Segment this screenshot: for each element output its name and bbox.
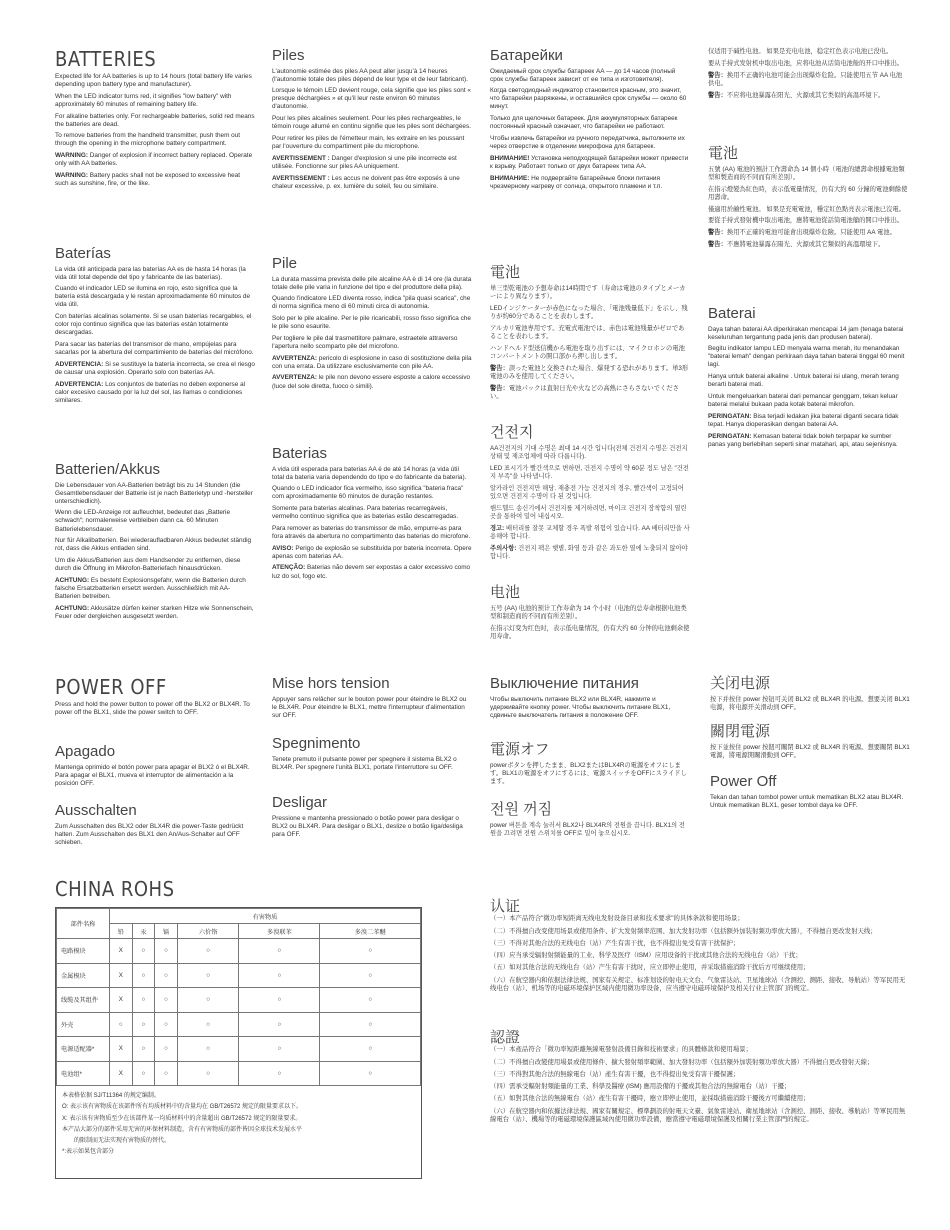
section-title: POWER OFF	[55, 675, 167, 699]
poweroff-ru	[490, 676, 690, 723]
warning: 警告：不应将电池暴露在阳光、火源或其它类似的高温环境下。	[708, 91, 885, 99]
poweroff-en	[55, 676, 255, 721]
substance-mark-cell: ○	[177, 988, 239, 1013]
battery-section-zh	[490, 585, 690, 645]
paragraph: 僅適用於鹼性電池。 如果是充電電池，穩定紅色點亮表示電池已沒電。	[708, 205, 905, 213]
paragraph: Press and hold the power button to power off the BLX2 or BLX4R. To power off the BLX1, slide the power switch to OFF.	[55, 701, 250, 717]
paragraph: Tekan dan tahan tombol power untuk mematikan BLX2 atau BLX4R. Untuk mematikan BLX1, geser tombol daya ke OFF.	[710, 793, 904, 809]
substance-header: 多溴二苯醚	[320, 924, 421, 939]
substance-mark-cell: ○	[320, 988, 421, 1013]
cert-item: （三）不得對其他合法的無線電台（站）產生有害干擾，也不得提出免受有害干擾保護；	[490, 1070, 740, 1078]
note-line: 本表格依据 SJ/T11364 的规定编制。	[62, 1093, 160, 1099]
cert-item: （五）如对其他合法的无线电台（站）产生有害干扰时，应立即停止使用，并采取措施消除干扰后方可继续使用；	[490, 964, 810, 972]
substance-mark-cell: X	[110, 939, 133, 964]
substance-header: 汞	[132, 924, 155, 939]
paragraph: power 버튼을 계속 눌러서 BLX2나 BLX4R의 전원을 끕니다. BLX1의 전원을 끄려면 전원 스위치를 OFF로 밀어 놓으십시오.	[490, 821, 685, 837]
section-title: 电池	[490, 584, 521, 601]
paragraph: Pressione e mantenha pressionado o botão power para desligar o BLX2 ou BLX4R. Para desligar o BLX1, deslize o botão liga/desliga para OFF.	[272, 814, 463, 838]
paragraph: Pour les piles alcalines seulement. Pour les piles rechargeables, le témoin rouge allumé en continu signifie que les piles sont déchargées.	[272, 115, 471, 131]
paragraph: 要從手持式發射機中取出電池，應將電池從話筒電池艙的開口中推出。	[708, 217, 904, 225]
substance-mark-cell: ○	[155, 1012, 178, 1037]
paragraph: Daya tahan baterai AA diperkirakan mencapai 14 jam (tenaga baterai keseluruhan tergantung pada jenis dan produsen baterai).	[708, 325, 904, 341]
substance-mark-cell: ○	[132, 988, 155, 1013]
paragraph: Когда светодиодный индикатор становится красным, это значит, что батарейки разряжены, и оставшийся срок службы — около 60 минут.	[490, 87, 687, 111]
substance-mark-cell: ○	[320, 1012, 421, 1037]
substance-mark-cell: ○	[177, 963, 239, 988]
substance-mark-cell: ○	[177, 1012, 239, 1037]
paragraph: Nur für Alkalibatterien. Bei wiederaufladbaren Akkus bedeutet ständig rot, dass die Akkus entladen sind.	[55, 537, 252, 553]
part-name-cell: 金属模块	[57, 963, 110, 988]
battery-section-zh-cont	[708, 48, 908, 103]
table-row	[57, 1012, 421, 1037]
warning: 警告：誤った電池と交換された場合、爆発する恐れがあります。単3形電池のみを使用してください。	[490, 364, 689, 380]
table-row	[57, 988, 421, 1013]
paragraph: Expected life for AA batteries is up to 14 hours (total battery life varies depending upon battery type and manufacturer).	[55, 73, 252, 89]
paragraph: Appuyer sans relâcher sur le bouton power pour éteindre le BLX2 ou le BLX4R. Pour éteindre le BLX1, mettre l'interrupteur d'alimentation sur OFF.	[272, 695, 467, 719]
paragraph: For alkaline batteries only. For rechargeable batteries, solid red means the batteries are dead.	[55, 112, 255, 128]
paragraph: Quando o LED indicador fica vermelho, isso significa "bateria fraca" com aproximadamente 60 minutos de duração restantes.	[272, 485, 464, 501]
warning: AVVERTENZA: pericolo di esplosione in caso di sostituzione della pila con una errata. Da utilizzare esclusivamente con pile AA.	[272, 354, 472, 370]
warning: WARNING: Danger of explosion if incorrect battery replaced. Operate only with AA batteries.	[55, 152, 253, 168]
hazard-header: 有害物质	[110, 909, 421, 924]
warning: ADVERTENCIA: Los conjuntos de baterías no deben exponerse al calor excesivo causado por la luz del sol, las llamas o condiciones similares.	[55, 380, 246, 404]
substance-mark-cell: X	[110, 1061, 133, 1086]
section-title: CHINA ROHS	[55, 877, 175, 901]
rohs-table	[56, 908, 421, 1086]
battery-section-ja	[490, 265, 690, 405]
cert-item: （二）不得擅自改變使用場景或使用條件、擴大發射頻率範圍、加大發射功率（包括額外加裝射頻功率放大器）不得擅自更改發射天線；	[490, 1058, 874, 1066]
substance-mark-cell: ○	[132, 1037, 155, 1062]
table-row	[57, 939, 421, 964]
paragraph: LED 표시기가 빨간색으로 변하면, 건전지 수명이 약 60분 정도 남은 "건전지 부족"을 나타냅니다.	[490, 464, 689, 480]
section-title: 認證	[490, 1029, 521, 1046]
substance-mark-cell: ○	[239, 963, 320, 988]
substance-mark-cell: ○	[320, 1061, 421, 1086]
warning: PERINGATAN: Bisa terjadi ledakan jika baterai diganti secara tidak tepat. Hanya dioperasikan dengan baterai AA.	[708, 412, 899, 428]
paragraph: 五號 (AA) 電池的預計工作壽命為 14 個小時（電池的總壽命根據電池類型和製造商的不同而有所差別）。	[708, 165, 905, 181]
section-title: Power Off	[710, 773, 777, 790]
paragraph: A vida útil esperada para baterias AA é de até 14 horas (a vida útil total da bateria varia dependendo do tipo e do fabricante da bateria).	[272, 465, 467, 481]
section-title: 關閉電源	[710, 723, 771, 740]
paragraph: Hanya untuk baterai alkaline . Untuk baterai isi ulang, merah terang berarti baterai mati.	[708, 373, 899, 389]
battery-section-ru	[490, 48, 690, 194]
warning: ВНИМАНИЕ! Установка неподходящей батарейки может привести к взрыву. Работает только от двух батареек типа AA.	[490, 154, 689, 170]
paragraph: 仅适用于碱性电池。 如果是充电电池，稳定红色表示电池已没电。	[708, 48, 893, 55]
paragraph: powerボタンを押したまま、BLX2またはBLX4Rの電源をオフにします。BLX1の電源をオフにするには、電源スイッチをOFFにスライドします。	[490, 761, 687, 785]
paragraph: Ожидаемый срок службы батареек AA — до 14 часов (полный срок службы батареек зависит от ее типа и изготовителя).	[490, 67, 676, 83]
section-title: Батарейки	[490, 47, 563, 64]
substance-mark-cell: ○	[155, 1037, 178, 1062]
paragraph: 五号 (AA) 电池的预计工作寿命为 14 个小时（电池的总寿命根据电池类型和制造商的不同而有所差别）。	[490, 604, 687, 620]
substance-mark-cell: ○	[177, 1037, 239, 1062]
paragraph: Tenete premuto il pulsante power per spegnere il sistema BLX2 o BLX4R. Per spegnere l'unità BLX1, portate l'interruttore su OFF.	[272, 755, 457, 771]
paragraph: La vida útil anticipada para las baterías AA es de hasta 14 horas (la vida útil total depende del tipo y fabricante de las baterías).	[55, 265, 246, 281]
paragraph: To remove batteries from the handheld transmitter, push them out through the opening in the microphone battery compartment.	[55, 132, 241, 148]
substance-mark-cell: ○	[155, 988, 178, 1013]
warning: PERINGATAN: Kemasan baterai tidak boleh terpapar ke sumber panas yang berlebihan seperti sinar matahari, api, atau sejenisnya.	[708, 432, 898, 448]
substance-header: 六价铬	[177, 924, 239, 939]
section-title: 電池	[708, 145, 739, 162]
rohs-notes	[56, 1086, 421, 1159]
poweroff-de	[55, 803, 255, 850]
cert-tw	[490, 1029, 910, 1128]
substance-mark-cell: ○	[177, 1061, 239, 1086]
paragraph: La durata massima prevista delle pile alcaline AA è di 14 ore (la durata totale delle pile varia in funzione del tipo e del produttore della pila).	[272, 275, 472, 291]
poweroff-tw	[710, 724, 910, 764]
substance-mark-cell: ○	[320, 939, 421, 964]
paragraph: 要从手持式发射机中取出电池，应将电池从话筒电池舱的开口中推出。	[708, 59, 904, 67]
cert-item: （六）在航空器内和依据法律法规、国家有关规定、标准划设的射电天文台、气象雷达站、卫星地球站（含测控、测距、接收、导航站）等军民用无线电台（站）、机场等的电磁环境保护区域内使用微功率设备，应当遵守电磁环境保护及相关行业主管部门的规定。	[490, 976, 906, 993]
paragraph: 핸드헬드 송신기에서 건전지를 제거하려면, 마이크 건전지 장착함의 열린 곳을 통하여 밀어 내십시오.	[490, 504, 687, 520]
section-title: Desligar	[272, 794, 328, 811]
substance-mark-cell: ○	[239, 939, 320, 964]
cert-cn	[490, 898, 910, 997]
battery-section-tw	[708, 146, 908, 253]
cert-item: （五）如對其他合法的無線電台（站）產生有害干擾時，應立即停止使用，並採取措施消除干擾後方可繼續使用；	[490, 1095, 810, 1103]
substance-mark-cell: ○	[239, 1061, 320, 1086]
section-title: Mise hors tension	[272, 675, 390, 692]
note-line: X: 表示该有害物质至少在该部件某一均质材料中的含量超出 GB/T26572 规定的限量要求。	[62, 1115, 302, 1122]
paragraph: AA건전지의 기대 수명은 최대 14 시간 입니다(전체 건전지 수명은 건전지 상태 및 제조업체에 따라 다릅니다).	[490, 444, 688, 460]
poweroff-fr	[272, 676, 472, 723]
section-title: 電池	[490, 264, 521, 281]
paragraph: Somente para baterias alcalinas. Para baterias recarregáveis, vermelho contínuo significa que as baterias estão descarregadas.	[272, 505, 459, 521]
rohs-table-box	[55, 907, 422, 1179]
note-line: 本产品大部分的部件采用无害的环保材料制造，含有有害物质的部件皆因全球技术发展水平	[62, 1126, 303, 1133]
warning: 주의사항: 건전지 팩은 햇볕, 화염 등과 같은 과도한 열에 노출되지 않아야 합니다.	[490, 544, 688, 560]
warning: AVERTISSEMENT : Danger d'explosion si une pile incorrecte est utilisée. Fonctionne sur piles AA uniquement.	[272, 154, 457, 170]
battery-section-id	[708, 306, 908, 452]
paragraph: Wenn die LED-Anzeige rot aufleuchtet, bedeutet das „Batterie schwach“; normalerweise verbleiben dann ca. 60 Minuten Batterielebensdauer.	[55, 509, 231, 533]
paragraph: Cuando el indicador LED se ilumina en rojo, esto significa que la batería está descargada y le restan aproximadamente 60 minutos de vida útil.	[55, 285, 251, 309]
cert-item: （四）应当承受辐射射频能量的工业、科学及医疗（ISM）应用设备的干扰或其他合法的无线电台（站）干扰；	[490, 952, 802, 960]
battery-section-pt	[272, 446, 472, 584]
paragraph: LEDインジケーターが赤色になった場合、「電池残量低下」を示し、残りが約60分であることを表わします。	[490, 304, 688, 320]
poweroff-id	[710, 774, 910, 813]
paragraph: 알카라인 건전지만 해당. 재충전 가능 건전지의 경우, 빨간색이 고정되어 있으면 건전지 수명이 다 된 것입니다.	[490, 484, 684, 500]
paragraph: Untuk mengeluarkan baterai dari pemancar genggam, tekan keluar baterai melalui bukaan pada kotak baterai mikrofon.	[708, 392, 898, 409]
substance-mark-cell: ○	[132, 939, 155, 964]
warning: ВНИМАНИЕ: Не подвергайте батарейные блоки питания чрезмерному нагреву от солнца, открытого пламени и т.п.	[490, 174, 663, 190]
part-name-cell: 线缆及其组件	[57, 988, 110, 1013]
section-title: 건전지	[490, 424, 534, 441]
substance-mark-cell: ○	[155, 1061, 178, 1086]
paragraph: Para sacar las baterías del transmisor de mano, empújelas para sacarlas por la abertura del compartimiento de baterías del micrófono.	[55, 341, 254, 357]
cert-item: （三）不得对其他合法的无线电台（站）产生有害干扰，也不得提出免受有害干扰保护；	[490, 939, 740, 947]
section-title: 전원 꺼짐	[490, 801, 553, 818]
paragraph: アルカリ電池専用です。充電式電池では、赤色は電池残量がゼロであることを表わします。	[490, 324, 685, 340]
substance-mark-cell: ○	[239, 1037, 320, 1062]
battery-section-it	[272, 256, 472, 394]
battery-section-de	[55, 462, 255, 624]
substance-mark-cell: X	[110, 963, 133, 988]
poweroff-pt	[272, 795, 472, 842]
section-title: BATTERIES	[55, 47, 157, 71]
part-name-cell: 电源适配器*	[57, 1037, 110, 1062]
poweroff-it	[272, 736, 472, 775]
part-name-cell: 电池组*	[57, 1061, 110, 1086]
paragraph: L'autonomie estimée des piles AA peut aller jusqu'à 14 heures (l'autonomie totale des piles dépend de leur type et de leur fabricant).	[272, 67, 468, 83]
cert-item: （一）本产品符合"微功率短距离无线电发射设备目录和技术要求"的具体条款和使用场景；	[490, 915, 744, 923]
substance-mark-cell: ○	[239, 988, 320, 1013]
paragraph: Lorsque le témoin LED devient rouge, cela signifie que les piles sont « presque déchargées » et qu'il leur reste environ 60 minutes d'autonomie.	[272, 87, 471, 111]
paragraph: Begitu indikator lampu LED menyala warna merah, itu menandakan "baterai lemah" dengan perkiraan daya tahan baterai tinggal 60 menit lagi.	[708, 345, 905, 369]
substance-mark-cell: ○	[132, 1061, 155, 1086]
substance-mark-cell: ○	[320, 963, 421, 988]
substance-header: 多溴联苯	[239, 924, 320, 939]
section-title: Spegnimento	[272, 735, 361, 752]
section-title: Baterías	[55, 245, 111, 262]
warning: 경고: 배터리를 잘못 교체할 경우 폭발 위험이 있습니다. AA 배터리만을 사용해야 합니다.	[490, 524, 690, 540]
poweroff-es	[55, 744, 255, 791]
paragraph: Чтобы извлечь батарейки из ручного передатчика, вытолкните их через отверстие в отделении микрофона для батареек.	[490, 134, 685, 151]
table-row	[57, 963, 421, 988]
substance-header: 镉	[155, 924, 178, 939]
section-title: 電源オフ	[490, 741, 550, 758]
cert-item: （二）不得擅自改变使用场景或使用条件、扩大发射频率范围、加大发射功率（包括额外加装射频功率放大器），不得擅自更改发射天线；	[490, 927, 877, 935]
note-line: O: 表示该有害物质在该部件所有均质材料中的含量均在 GB/T26572 规定的限量要求以下。	[62, 1104, 303, 1111]
warning: 警告：换用不正确的电池可能会出现爆炸危险。只能使用五节 AA 电池供电。	[708, 71, 903, 87]
battery-section-es	[55, 246, 255, 408]
substance-mark-cell: ○	[239, 1012, 320, 1037]
substance-header: 铅	[110, 924, 133, 939]
section-title: Ausschalten	[55, 802, 137, 819]
section-title: Pile	[272, 255, 298, 272]
warning: AVVERTENZA: le pile non devono essere esposte a calore eccessivo (luce del sole diretta, fuoco o simili).	[272, 374, 471, 390]
paragraph: 按下並按住 power 按鈕可關閉 BLX2 或 BLX4R 的電源。想要關閉 BLX1 電源，將電源開關滑動到 OFF。	[710, 743, 910, 759]
warning: ADVERTENCIA: Si se sustituye la batería incorrecta, se crea el riesgo de causar una explosión. Operarlo solo con baterías AA.	[55, 360, 255, 376]
paragraph: Para remover as baterias do transmissor de mão, empurre-as para fora através da abertura no compartimento das baterias do microfone.	[272, 524, 471, 540]
battery-section-fr	[272, 48, 472, 194]
section-title: Piles	[272, 47, 305, 64]
note-line: 的限制而无法实现有害物质的替代。	[74, 1138, 171, 1145]
table-row	[57, 1037, 421, 1062]
warning: AVERTISSEMENT : Les accus ne doivent pas être exposés à une chaleur excessive, p. ex. lumière du soleil, feu ou similaire.	[272, 174, 460, 190]
paragraph: Solo per le pile alcaline. Per le pile ricaricabili, rosso fisso significa che le pile sono esaurite.	[272, 315, 471, 331]
poweroff-ja	[490, 742, 690, 790]
substance-mark-cell: X	[110, 1037, 133, 1062]
substance-mark-cell: ○	[132, 1012, 155, 1037]
cert-item: （四）需承受輻射射頻能量的工業、科學及醫療 (ISM) 應用設備的干擾或其他合法的無線電台（站）干擾；	[490, 1083, 791, 1091]
battery-section-ko	[490, 425, 690, 565]
paragraph: 在指示灯变为红色时，表示低电量情况，仍有大约 60 分钟的电池剩余使用寿命。	[490, 624, 690, 640]
substance-mark-cell: ○	[320, 1037, 421, 1062]
warning: ATENÇÃO: Baterias não devem ser expostas a calor excessivo como luz do sol, fogo etc.	[272, 564, 471, 580]
part-header: 部件名称	[57, 909, 110, 939]
substance-mark-cell: ○	[155, 963, 178, 988]
section-title: Baterai	[708, 305, 756, 322]
note-line: *:表示如果包含部分	[62, 1149, 115, 1156]
paragraph: Pour retirer les piles de l'émetteur main, les extraire en les poussant par l'ouverture du compartiment pile du microphone.	[272, 134, 465, 151]
battery-section-en	[55, 48, 255, 192]
paragraph: Чтобы выключить питание BLX2 или BLX4R, нажмите и удерживайте кнопку power. Чтобы выключить питание BLX1, сдвиньте выключатель питания в положение OFF.	[490, 695, 671, 719]
section-title: Baterias	[272, 445, 328, 462]
substance-mark-cell: ○	[110, 1012, 133, 1037]
paragraph: Zum Ausschalten des BLX2 oder BLX4R die power-Taste gedrückt halten. Zum Ausschalten des BLX1 den An/Aus-Schalter auf OFF schieben.	[55, 822, 244, 846]
warning: 警告：不應將電池暴露在陽光、火源或其它類似的高溫環境下。	[708, 240, 885, 248]
section-title: 认证	[490, 898, 521, 915]
substance-mark-cell: ○	[155, 939, 178, 964]
warning: ACHTUNG: Es besteht Explosionsgefahr, wenn die Batterien durch falsche Ersatzbatterien ersetzt werden. Ausschließlich mit AA-Batterien betreiben.	[55, 576, 246, 600]
paragraph: Con baterías alcalinas solamente. Si se usan baterías recargables, el color rojo continuo significa que las baterías están totalmente descargadas.	[55, 313, 252, 337]
section-title: Выключение питания	[490, 675, 639, 692]
warning: WARNING: Battery packs shall not be exposed to excessive heat such as sunshine, fire, or the like.	[55, 171, 241, 187]
part-name-cell: 电路模块	[57, 939, 110, 964]
rohs-heading	[55, 878, 355, 903]
paragraph: When the LED indicator turns red, it signifies "low battery" with approximately 60 minutes of remaining battery life.	[55, 92, 232, 108]
section-title: Apagado	[55, 743, 116, 760]
poweroff-ko	[490, 802, 690, 842]
part-name-cell: 外壳	[57, 1012, 110, 1037]
warning: AVISO: Perigo de explosão se substituída por bateria incorreta. Opere apenas com baterias AA.	[272, 544, 472, 560]
cert-item: （一）本產品符合「微功率短距離無線電發射設備目錄和技術要求」的具體條款和使用場景；	[490, 1046, 753, 1054]
paragraph: 単三型乾電池の予想寿命は14時間です（寿命は電池のタイプとメーカーにより異なります）。	[490, 284, 686, 300]
paragraph: Mantenga oprimido el botón power para apagar el BLX2 ó el BLX4R. Para apagar el BLX1, mueva el interruptor de alimentación a la posición OFF.	[55, 763, 250, 787]
section-title: Batterien/Akkus	[55, 461, 161, 478]
warning: 警告：換用不正確的電池可能會出現爆炸危險。只能使用 AA 電池。	[708, 229, 896, 237]
poweroff-zh	[710, 676, 910, 716]
cert-item: （六）在航空器內和依據法律法規、國家有關規定、標準劃設的射電天文臺、氣象雷達站、衛星地球站（含測控、測距、接收、導航站）等軍民用無線電台（站）、機場等的電磁環境保護區域內使用微功率設備，應當遵守電磁環境保護及相關行業主管部門的規定。	[490, 1107, 906, 1124]
substance-mark-cell: ○	[132, 963, 155, 988]
paragraph: Um die Akkus/Batterien aus dem Handsender zu entfernen, diese durch die Öffnung im Mikrofon-Batteriefach hinausdrücken.	[55, 557, 241, 573]
paragraph: 在指示燈變為紅色時，表示低電量情況，仍有大約 60 分鐘的電池剩餘使用壽命。	[708, 185, 908, 201]
paragraph: ハンドヘルド型送信機から電池を取り出すには、マイクロホンの電池コンパートメントの開口部から押し出します。	[490, 344, 685, 360]
warning: ACHTUNG: Akkusätze dürfen keiner starken Hitze wie Sonnenschein, Feuer oder dergleichen ausgesetzt werden.	[55, 604, 254, 620]
section-title: 关闭电源	[710, 675, 771, 692]
substance-mark-cell: X	[110, 988, 133, 1013]
paragraph: Per togliere le pile dal trasmettitore palmare, estraetele attraverso l'apertura nello scomparto pile del microfono.	[272, 334, 458, 350]
substance-mark-cell: ○	[177, 939, 239, 964]
warning: 警告：電池パックは直射日光や火などの高熱にさらさないでください。	[490, 384, 679, 400]
paragraph: 按下并按住 power 按钮可关闭 BLX2 或 BLX4R 的电源。想要关闭 BLX1 电源，将电源开关滑动到 OFF。	[710, 695, 910, 711]
paragraph: Quando l'indicatore LED diventa rosso, indica "pila quasi scarica", che di norma significa meno di 60 minuti circa di autonomia.	[272, 295, 471, 311]
paragraph: Die Lebensdauer von AA-Batterien beträgt bis zu 14 Stunden (die Gesamtlebensdauer der Batterie ist je nach Batterietyp und -hersteller unterschiedlich).	[55, 481, 253, 505]
table-row	[57, 1061, 421, 1086]
paragraph: Только для щелочных батареек. Для аккумуляторных батареек постоянный красный означает, что батарейки не работают.	[490, 115, 678, 131]
